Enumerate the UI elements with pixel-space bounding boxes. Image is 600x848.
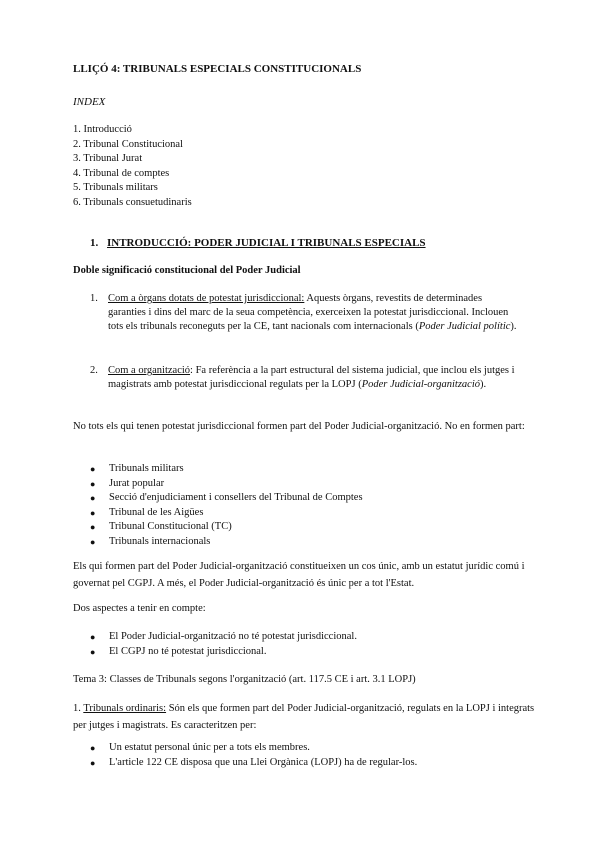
list-item-end: ). (510, 321, 517, 332)
bullet-icon: ● (90, 507, 96, 518)
list-item-text: : Fa referència a la part estructural del sistema judicial, que inclou els jutges i magistrats amb potestat jurisdiccional regulats per la LOPJ ( (108, 365, 515, 390)
bullet-list (90, 741, 540, 770)
index-list (73, 123, 540, 211)
bullet-item (90, 520, 540, 535)
bullet-text: Tribunal de les Aigües (109, 506, 204, 518)
bullet-icon: ● (90, 632, 96, 642)
bullet-item (90, 477, 540, 492)
bullet-text: Secció d'enjudiciament i consellers del Tribunal de Comptes (109, 492, 363, 504)
list-item-body (108, 364, 520, 392)
paragraph: Dos aspectes a tenir en compte: (73, 603, 206, 614)
bullet-text: Tribunals internacionals (109, 535, 211, 547)
bullet-icon: ● (90, 464, 96, 474)
bullet-list (90, 462, 540, 550)
list-item-term: Com a òrgans dotats de potestat jurisdiccional: (108, 293, 305, 304)
ordered-list-item (90, 364, 520, 392)
index-heading: INDEX (73, 96, 106, 108)
bullet-icon: ● (90, 493, 96, 504)
bullet-text: Tribunals militars (109, 463, 184, 474)
bullet-icon: ● (90, 743, 96, 753)
section-heading (90, 236, 540, 250)
bullet-icon: ● (90, 536, 96, 547)
bullet-text: Jurat popular (109, 477, 165, 489)
bullet-icon: ● (90, 646, 96, 657)
paragraph: Tema 3: Classes de Tribunals segons l'organització (art. 117.5 CE i art. 3.1 LOPJ) (73, 674, 416, 685)
bullet-item (90, 630, 540, 645)
bullet-item (90, 506, 540, 521)
subheading: Doble significació constitucional del Poder Judicial (73, 265, 301, 276)
list-item-body (108, 292, 520, 334)
paragraph-number: 1. (73, 703, 81, 714)
bullet-item (90, 462, 540, 477)
list-item-term: Com a organització (108, 365, 191, 376)
index-item: 6. Tribunals consuetudinaris (73, 196, 192, 208)
bullet-text: L'article 122 CE disposa que una Llei Orgànica (LOPJ) ha de regular-los. (109, 756, 418, 768)
paragraph-term: Tribunals ordinaris: (83, 703, 167, 714)
bullet-text: El Poder Judicial-organització no té potestat jurisdiccional. (109, 631, 357, 642)
section-title: INTRODUCCIÓ: PODER JUDICIAL I TRIBUNALS ESPECIALS (107, 237, 426, 249)
document-title: LLIÇÓ 4: TRIBUNALS ESPECIALS CONSTITUCIONALS (73, 63, 362, 75)
bullet-icon: ● (90, 522, 96, 533)
list-number: 1. (90, 293, 98, 304)
bullet-text: El CGPJ no té potestat jurisdiccional. (109, 645, 267, 657)
list-item-italic: Poder Judicial polític (418, 321, 511, 332)
index-item: 5. Tribunals militars (73, 182, 158, 194)
paragraph: Els qui formen part del Poder Judicial-organització constitueixen un cos únic, amb un estatut jurídic comú i governat pel CGPJ. A més, el Poder Judicial-organització és únic per a tot l'Estat. (73, 561, 525, 589)
list-item-end: ). (480, 379, 487, 390)
paragraph (73, 700, 540, 734)
paragraph-text: Són els que formen part del Poder Judicial-organització, regulats en la LOPJ i integrats per jutges i magistrats. Es caracteritzen per: (73, 703, 535, 731)
bullet-list (90, 630, 540, 659)
bullet-item (90, 756, 540, 771)
bullet-item (90, 535, 540, 550)
bullet-text: Un estatut personal únic per a tots els membres. (109, 742, 310, 753)
index-item: 4. Tribunal de comptes (73, 167, 170, 179)
ordered-list-item (90, 292, 520, 334)
list-item-italic: Poder Judicial-organització (361, 379, 480, 390)
index-item: 1. Introducció (73, 124, 132, 135)
bullet-text: Tribunal Constitucional (TC) (109, 521, 232, 533)
section-number: 1. (90, 237, 99, 249)
bullet-item (90, 491, 540, 506)
bullet-item (90, 741, 540, 756)
index-item: 2. Tribunal Constitucional (73, 138, 183, 150)
bullet-icon: ● (90, 757, 96, 768)
bullet-icon: ● (90, 478, 96, 489)
index-item: 3. Tribunal Jurat (73, 153, 143, 165)
paragraph: No tots els qui tenen potestat jurisdiccional formen part del Poder Judicial-organització. No en formen part: (73, 421, 525, 432)
list-item-text: Aquests òrgans, revestits de determinades garanties i dins del marc de la seua competència, exerceixen la potestat jurisdiccional. Inclouen tots els tribunals reconeguts per la CE, tant nacionals com internacionals ( (108, 293, 509, 332)
list-number: 2. (90, 365, 98, 376)
bullet-item (90, 645, 540, 660)
